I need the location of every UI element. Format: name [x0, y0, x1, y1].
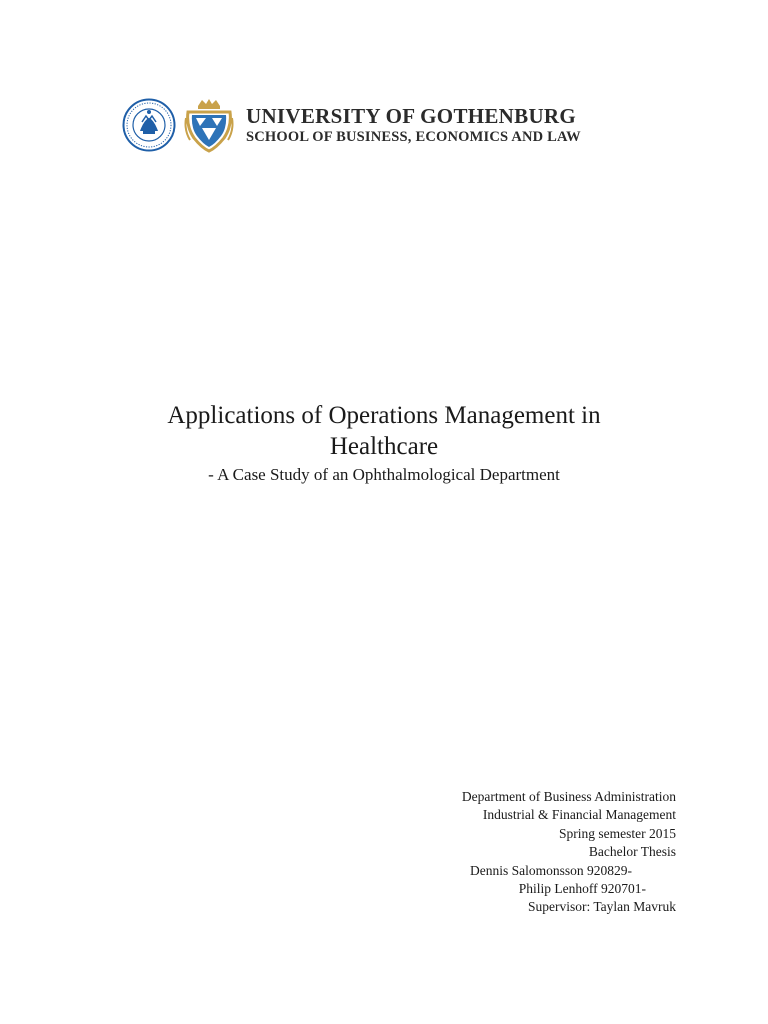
thesis-info-block [462, 788, 676, 917]
school-crest-icon [184, 96, 234, 154]
supervisor-line: Supervisor: Taylan Mavruk [527, 899, 676, 915]
university-seal-icon [122, 98, 176, 152]
thesis-title-line-1: Applications of Operations Management in [167, 402, 601, 429]
program-line: Industrial & Financial Management [482, 807, 676, 823]
university-header [122, 96, 581, 154]
author-2-line: Philip Lenhoff 920701- [518, 881, 646, 897]
thesis-type-line: Bachelor Thesis [588, 844, 676, 860]
thesis-title [84, 400, 684, 462]
department-line: Department of Business Administration [461, 789, 676, 804]
thesis-title-line-2: Healthcare [329, 433, 439, 460]
semester-line: Spring semester 2015 [559, 825, 676, 841]
author-1-line: Dennis Salomonsson 920829- [470, 862, 632, 878]
school-name: SCHOOL OF BUSINESS, ECONOMICS AND LAW [246, 129, 581, 145]
thesis-subtitle: - A Case Study of an Ophthalmological Department [208, 465, 560, 484]
university-name: UNIVERSITY OF GOTHENBURG [246, 104, 577, 128]
thesis-title-block [84, 400, 684, 486]
university-wordmark [246, 104, 581, 146]
